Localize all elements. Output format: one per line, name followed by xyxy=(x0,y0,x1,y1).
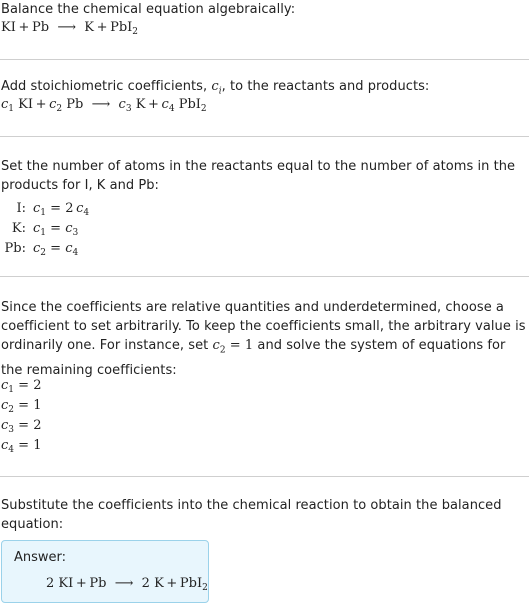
coefficient-value: $c_2 = 1$ xyxy=(1,398,42,415)
coefficients-text: Add stoichiometric coefficients, $c_i$, to the reactants and products: xyxy=(1,79,430,97)
intro-text: Balance the chemical equation algebraically: xyxy=(1,2,296,17)
divider xyxy=(0,476,529,477)
element-label: Pb: xyxy=(4,241,26,256)
atom-equation: $c_1 = c_3$ xyxy=(33,221,79,238)
atom-balance-text: Set the number of atoms in the reactants equal to the number of atoms in the products for I, K and Pb: xyxy=(1,159,516,193)
divider xyxy=(0,59,529,60)
coefficient-values xyxy=(1,376,41,456)
divider xyxy=(0,276,529,277)
coefficient-equation: $c_1$ KI + $c_2$ Pb ⟶ $c_3$ $K + c_4$ PbI$_2$ xyxy=(1,97,207,114)
atom-equation: $c_2 = c_4$ xyxy=(33,241,79,258)
coefficient-value: $c_1 = 2$ xyxy=(1,378,42,395)
answer-box xyxy=(1,540,209,603)
atom-equation: $c_1 = 2$ $c_4$ xyxy=(33,201,90,218)
element-label: I: xyxy=(16,201,26,216)
substitute-text: Substitute the coefficients into the chemical reaction to obtain the balanced equation: xyxy=(1,498,502,532)
balanced-equation: 2 KI + Pb ⟶ 2 K + PbI$_2$ xyxy=(46,576,208,593)
answer-label: Answer: xyxy=(14,550,67,565)
atom-equations xyxy=(0,199,89,259)
element-label: K: xyxy=(11,221,26,236)
coefficient-value: $c_3 = 2$ xyxy=(1,418,42,435)
coefficient-value: $c_4 = 1$ xyxy=(1,438,42,455)
unbalanced-equation: KI + Pb ⟶ K + PbI$_2$ xyxy=(1,20,139,37)
divider xyxy=(0,136,529,137)
solve-text: Since the coefficients are relative quantities and underdetermined, choose a coefficient to set arbitrarily. To keep the coefficients small, the arbitrary value is ordinarily one. For instance, set $c_2 = 1$ and solve the system of equations for the remaining coefficients: xyxy=(1,300,526,378)
